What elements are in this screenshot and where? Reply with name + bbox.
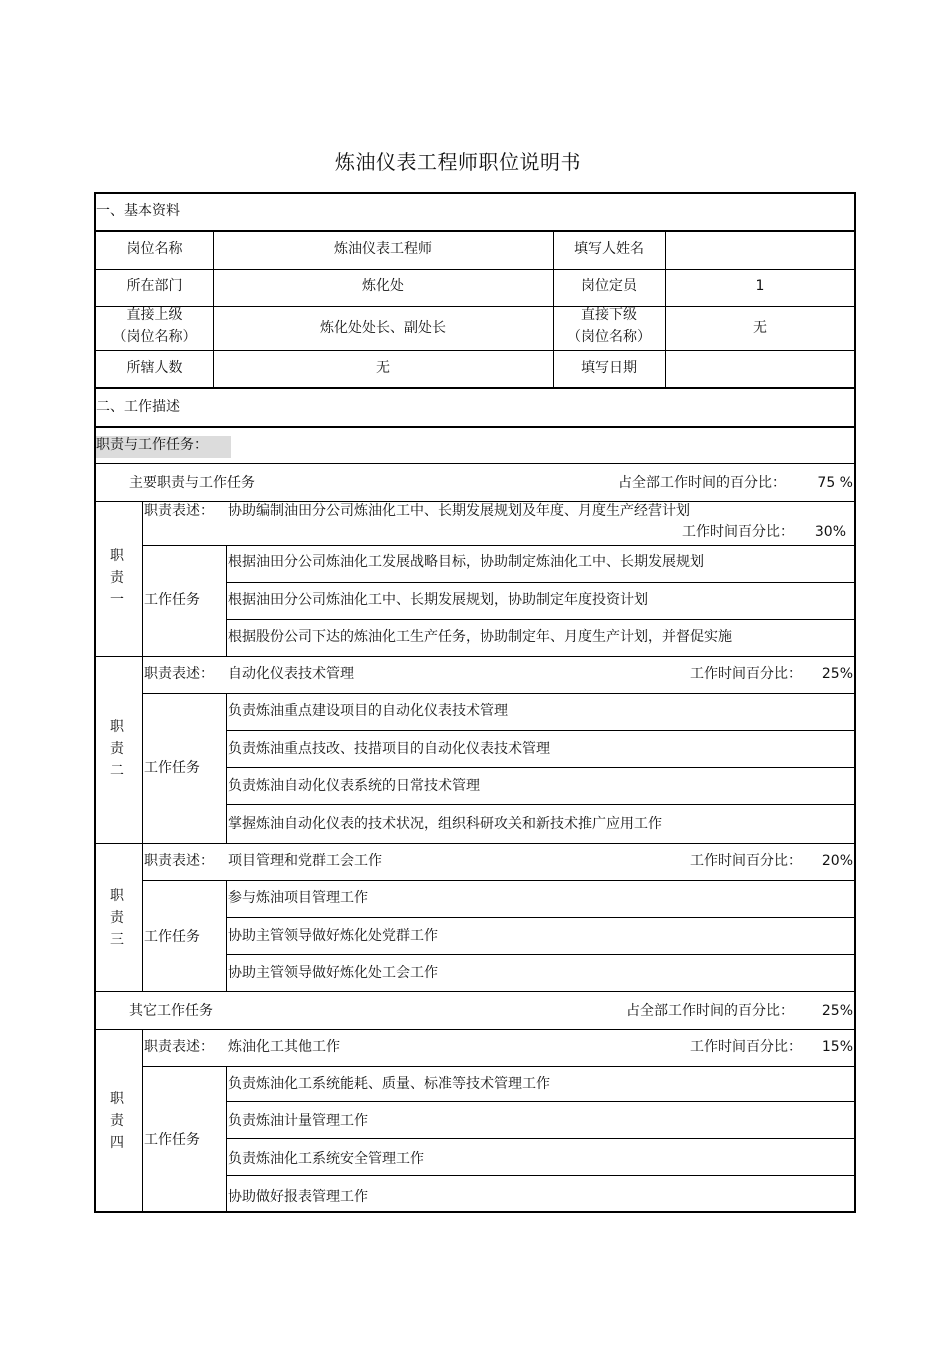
task-item: 掌握炼油自动化仪表的技术状况，组织科研攻关和新技术推广应用工作 [228,816,662,832]
task-label: 工作任务 [144,929,200,945]
task-item: 根据油田分公司炼油化工发展战略目标，协助制定炼油化工中、长期发展规划 [228,554,704,570]
task-item: 参与炼油项目管理工作 [228,890,368,906]
section2-heading: 二、工作描述 [96,399,180,415]
task-label: 工作任务 [144,1132,200,1148]
task-item: 根据股份公司下达的炼油化工生产任务，协助制定年、月度生产计划，并督促实施 [228,629,732,645]
field-label: 直接上级 [126,307,183,323]
task-item: 根据油田分公司炼油化工中、长期发展规划，协助制定年度投资计划 [228,592,648,608]
other-pct-value: 25% [821,1003,853,1019]
task-item: 协助主管领导做好炼化处工会工作 [228,965,438,981]
duty-name: 职 责 四 [110,1091,124,1151]
duty-desc: 协助编制油田分公司炼油化工中、长期发展规划及年度、月度生产经营计划 [228,503,690,519]
time-label: 工作时间百分比： [682,524,794,540]
desc-label: 职责表述： [144,1039,214,1055]
duty-desc: 自动化仪表技术管理 [228,666,354,682]
field-value: 1 [755,278,765,294]
desc-label: 职责表述： [144,503,214,519]
desc-label: 职责表述： [144,853,214,869]
time-pct: 30% [814,524,846,540]
main-duties-label: 主要职责与工作任务 [129,475,255,491]
duty-name: 职 责 一 [110,548,124,608]
duty-name: 职 责 三 [110,888,124,948]
main-pct-value: 75 % [817,475,853,491]
field-label: 直接下级 [581,307,637,323]
duty-desc: 炼油化工其他工作 [228,1039,340,1055]
duty-desc: 项目管理和党群工会工作 [228,853,382,869]
field-value: 无 [376,360,390,376]
field-label: 填写日期 [581,360,637,376]
field-label: 所辖人数 [126,360,183,376]
field-label: 所在部门 [126,278,183,294]
main-pct-label: 占全部工作时间的百分比： [618,475,786,491]
page-title: 炼油仪表工程师职位说明书 [335,150,581,174]
task-item: 负责炼油化工系统能耗、质量、标准等技术管理工作 [228,1076,550,1092]
task-item: 负责炼油重点建设项目的自动化仪表技术管理 [228,703,508,719]
section1-heading: 一、基本资料 [96,203,180,219]
field-label-sub: （岗位名称） [567,329,651,345]
field-value: 炼油仪表工程师 [334,241,432,257]
time-label: 工作时间百分比： [690,1039,802,1055]
task-item: 负责炼油计量管理工作 [228,1113,368,1129]
task-item: 负责炼油化工系统安全管理工作 [228,1151,424,1167]
field-label-sub: （岗位名称） [112,329,197,345]
field-label: 岗位名称 [126,241,183,257]
task-item: 负责炼油重点技改、技措项目的自动化仪表技术管理 [228,741,550,757]
other-pct-label: 占全部工作时间的百分比： [626,1003,794,1019]
time-pct: 20% [821,853,853,869]
task-item: 协助做好报表管理工作 [228,1189,368,1205]
task-item: 协助主管领导做好炼化处党群工作 [228,928,438,944]
field-label: 岗位定员 [581,278,637,294]
field-label: 填写人姓名 [574,241,644,257]
field-value: 炼化处 [362,278,404,294]
task-label: 工作任务 [144,760,200,776]
field-value: 炼化处处长、副处长 [320,320,446,336]
time-pct: 25% [821,666,853,682]
task-label: 工作任务 [144,592,200,608]
field-value: 无 [753,320,767,336]
desc-label: 职责表述： [144,666,214,682]
other-duties-label: 其它工作任务 [129,1003,213,1019]
time-label: 工作时间百分比： [690,853,802,869]
duty-name: 职 责 二 [110,719,124,779]
duties-label: 职责与工作任务： [96,437,208,453]
time-label: 工作时间百分比： [690,666,802,682]
task-item: 负责炼油自动化仪表系统的日常技术管理 [228,778,480,794]
time-pct: 15% [821,1039,853,1055]
